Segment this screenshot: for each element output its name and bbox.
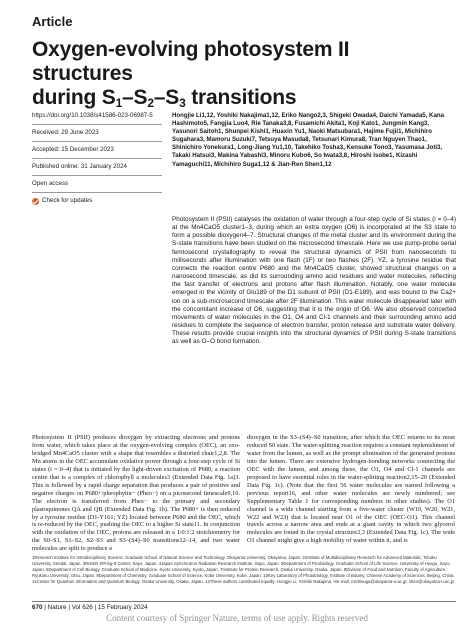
issue-date: 15 February 2024 bbox=[97, 604, 148, 611]
accepted-date: Accepted: 15 December 2023 bbox=[32, 141, 162, 158]
volume: Vol 626 bbox=[71, 604, 93, 611]
watermark: Content courtesy of Springer Nature, terms of use apply. Rights reserved bbox=[106, 613, 368, 623]
open-access-label: Open access bbox=[32, 175, 162, 192]
footer-divider bbox=[32, 601, 456, 602]
footer-sep-2: | bbox=[68, 604, 72, 611]
footer-sep-3: | bbox=[94, 604, 98, 611]
title-line-1: Oxygen-evolving photosystem II structures bbox=[32, 38, 350, 85]
body-column-1: Photosystem II (PSII) produces dioxygen by extracting electrons and protons from water, which takes place at the oxygen-evolving complex (OEC), an oxo-bridged Mn4CaO5 cluster with a shape that resembles a distorted chair1,2,8. The Mn atoms in the OEC accumulate oxidative power through a four-step cycle of Si states (i = 0–4) that is initiated by the light-driven excitation of P680, a reaction centre that is a complex of chlorophyll a molecules3 (Extended Data Fig. 1a)3. This is followed by a rapid charge separation that produces a pair of positive and negative charges on P680+/pheophytin− (Pheo−) on a picosecond timescale9,10. The electron is transferred from Pheo− to the primary and secondary plastoquinones QA and QB (Extended Data Fig. 1b). The P680+ is then reduced by a tyrosine residue (D1-Y161; YZ) located between P680 and the OEC, which is re-reduced by the OEC, pushing the OEC to a higher Si state11. In conjunction with the oxidation of the OEC, protons are released in a 1:0:1:2 stoichiometry for the S0–S1, S1–S2, S2–S3 and S3–(S4)–S0 transitions12–14, and two water molecules are split to produce a bbox=[32, 434, 240, 553]
doi-link[interactable]: https://doi.org/10.1038/s41586-023-06987-5 bbox=[32, 112, 153, 119]
title-line-2-prefix: during S bbox=[32, 86, 116, 109]
footer-sep-1: | bbox=[44, 604, 48, 611]
received-date: Received: 29 June 2023 bbox=[32, 124, 162, 141]
title-subscript-1: 1 bbox=[115, 96, 123, 110]
journal-name: Nature bbox=[47, 604, 67, 611]
check-updates-icon bbox=[32, 198, 39, 205]
page-number: 670 bbox=[32, 604, 43, 611]
title-suffix: transitions bbox=[185, 86, 297, 109]
page-footer bbox=[32, 604, 148, 611]
affiliations: 1Research Institute for Interdisciplinary Science, Graduate School of Natural Science and Technology, Okayama University, Okayama, Japan. 2Institute of Multidisciplinary Research for Advanced Materials, Tohoku University, Sendai, Japan. 3RIKEN SPring-8 Center, Sayo, Japan. 4Japan Synchrotron Radiation Research Institute, Sayo, Japan. 5Department of Picobiology, Graduate School of Life Science, University of Hyogo, Sayo, Japan. 6Department of Cell Biology, Graduate School of Medicine, Kyoto University, Kyoto, Japan. 7Institute for Protein Research, Osaka University, Osaka, Japan. 8Division of Food and Nutrition, Faculty of Agriculture, Ryukoku University, Otsu, Japan. 9Department of Chemistry, Graduate School of Science, Kobe University, Kobe, Japan. 10Key Laboratory of Photobiology, Institute of Botany, Chinese Academy of Sciences, Beijing, China. 11Center for Quantum Information and Quantum Biology, Osaka University, Osaka, Japan. 12These authors contributed equally: Hongjie Li, Yoshiki Nakajima. ✉e-mail: michisuga@okayama-u.ac.jp; shen@okayama-u.ac.jp bbox=[32, 555, 455, 584]
check-updates-button[interactable] bbox=[32, 192, 162, 209]
published-date: Published online: 31 January 2024 bbox=[32, 158, 162, 175]
article-title bbox=[32, 38, 452, 115]
section-label: Article bbox=[32, 14, 73, 29]
article-metadata bbox=[32, 112, 162, 209]
body-column-2: dioxygen in the S3–(S4)–S0 transition, after which the OEC returns to its most reduced S0 state. The water-splitting reaction requires a constant replenishment of water from the lumen, as well as the prompt elimination of the generated protons into the lumen. There are extensive hydrogen-bonding networks connecting the OEC with the lumen, and among these, the O1, O4 and Cl-1 channels are proposed to have essential roles in the water-splitting reaction2,15–20 (Extended Data Fig. 1c). (Note that the first 56 water molecules are named following a previous report16, and other water molecules are newly numbered; see Supplementary Table 1 for corresponding numbers in other studies). The O1 channel is a wide channel starting from a five-water cluster (W10, W20, W21, W22 and W23) that is located near O1 of the OEC (OEC-O1). This channel travels across a narrow area and ends at a giant cavity in which two glycerol molecules are found in the crystal structure2,3 (Extended Data Fig. 1c). The wide O1 channel might give a high mobility of water within it, and is bbox=[247, 434, 455, 545]
check-updates-label: Check for updates bbox=[42, 197, 93, 204]
abstract: Photosystem II (PSII) catalyses the oxidation of water through a four-step cycle of Si states (i = 0–4) at the Mn4CaO5 cluster1–3, during which an extra oxygen (O6) is incorporated at the S3 state to form a possible dioxygen4–7. Structural changes of the metal cluster and its environment during the S-state transitions have been studied on the microsecond timescale. Here we use pump-probe serial femtosecond crystallography to reveal the structural dynamics of PSII from nanoseconds to milliseconds after illumination with one flash (1F) or two flashes (2F). YZ, a tyrosine residue that connects the reaction centre P680 and the Mn4CaO5 cluster, showed structural changes on a nanosecond timescale, as did its surrounding amino acid residues and water molecules, reflecting the fast transfer of electrons and protons after flash illumination. Notably, one water molecule emerged in the vicinity of Glu189 of the D1 subunit of PSII (D1-E189), and was bound to the Ca2+ ion on a sub-microsecond timescale after 2F illumination. This water molecule disappeared later with the concomitant increase of O6, suggesting that it is the origin of O6. We also observed concerted movements of water molecules in the O1, O4 and Cl-1 channels and their surrounding amino acid residues to complete the sequence of electron transfer, proton release and substrate water delivery. These results provide crucial insights into the structural dynamics of PSII during S-state transitions as well as O–O bond formation. bbox=[172, 216, 456, 346]
title-dash-2: –S bbox=[153, 86, 180, 109]
author-list: Hongjie Li1,12, Yoshiki Nakajima1,12, Eriko Nango2,3, Shigeki Owada4, Daichi Yamada5, Kana Hashimoto5, Fangjia Luo4, Rie Tanaka3,8, Fusamichi Akita1, Koji Kato1, Jungmin Kang3, Yasunori Saitoh1, Shunpei Kishi1, Huaxin Yu1, Naoki Matsubara1, Hajime Fujii1, Michihiro Sugahara3, Mamoru Suzuki7, Tetsuya Masuda8, Tetsunari Kimura8, Tran Nguyen Thao1, Shinichiro Yonekura1, Long-Jiang Yu1,10, Takehiko Tosha3, Kensuke Tono3, Yasumasa Joti3, Takaki Hatsui3, Makina Yabashi3, Minoru Kubo6, So Iwata3,8, Hiroshi Isobe1, Kizashi Yamaguchi11, Michihiro Suga1,12 & Jian-Ren Shen1,12 bbox=[172, 112, 444, 168]
title-subscript-3: 3 bbox=[179, 96, 186, 110]
title-dash-1: –S bbox=[122, 86, 148, 109]
title-subscript-2: 2 bbox=[147, 96, 154, 110]
